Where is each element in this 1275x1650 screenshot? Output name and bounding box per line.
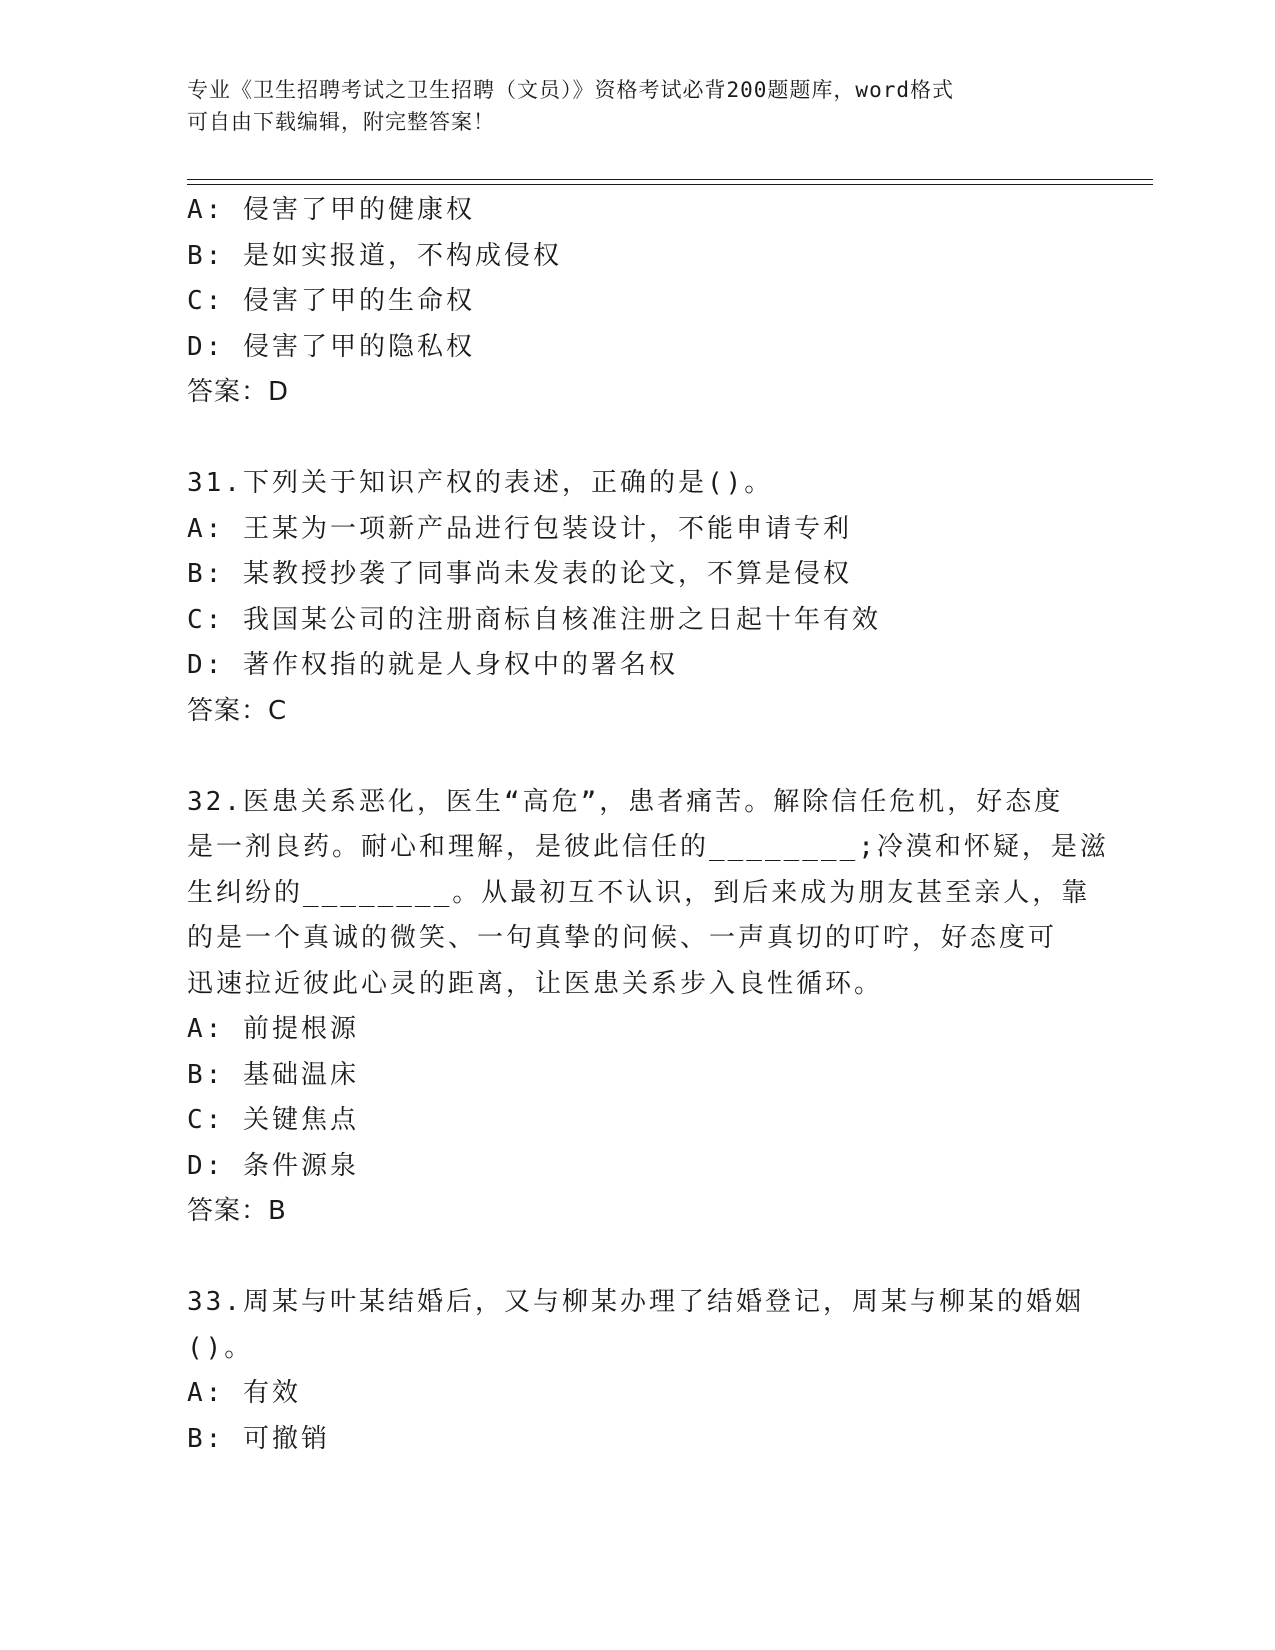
option-c: C: 我国某公司的注册商标自核准注册之日起十年有效 — [187, 604, 881, 635]
spacer — [187, 416, 1087, 462]
question-block-previous — [187, 188, 1087, 416]
question-stem: 33.周某与叶某结婚后，又与柳某办理了结婚登记，周某与柳某的婚姻 — [187, 1287, 1084, 1317]
header-line-1: 专业《卫生招聘考试之卫生招聘（文员）》资格考试必背200题题库，word格式 — [187, 78, 954, 102]
option-c: C: 关键焦点 — [187, 1105, 359, 1135]
option-c: C: 侵害了甲的生命权 — [187, 286, 475, 316]
option-b: B: 可撤销 — [187, 1423, 330, 1454]
question-block-32 — [187, 780, 1109, 1235]
question-block-31 — [187, 461, 1087, 734]
question-block-33 — [187, 1280, 1087, 1462]
option-d: D: 著作权指的就是人身权中的署名权 — [187, 650, 678, 680]
option-b: B: 是如实报道，不构成侵权 — [187, 240, 562, 271]
option-b: B: 基础温床 — [187, 1059, 359, 1090]
option-a: A: 有效 — [187, 1378, 301, 1408]
spacer — [187, 734, 1087, 780]
header-line-2: 可自由下载编辑，附完整答案！ — [187, 110, 495, 134]
question-stem: 生纠纷的________。从最初互不认识，到后来成为朋友甚至亲人，靠 — [187, 877, 1091, 908]
option-b: B: 某教授抄袭了同事尚未发表的论文，不算是侵权 — [187, 559, 852, 589]
option-a: A: 侵害了甲的健康权 — [187, 195, 475, 225]
question-stem: ()。 — [187, 1332, 254, 1363]
option-d: D: 条件源泉 — [187, 1150, 359, 1181]
question-stem: 32.医患关系恶化，医生“高危”，患者痛苦。解除信任危机，好态度 — [187, 786, 1064, 817]
spacer — [187, 1235, 1087, 1281]
question-stem: 的是一个真诚的微笑、一句真挚的问候、一声真切的叮咛，好态度可 — [187, 923, 1058, 953]
option-d: D: 侵害了甲的隐私权 — [187, 331, 475, 362]
answer-line: 答案：B — [187, 1196, 287, 1226]
option-a: A: 前提根源 — [187, 1014, 359, 1044]
header-rule-top — [187, 179, 1153, 180]
answer-line: 答案：C — [187, 695, 288, 726]
option-a: A: 王某为一项新产品进行包装设计，不能申请专利 — [187, 513, 852, 544]
answer-line: 答案：D — [187, 377, 290, 407]
document-header — [187, 74, 1067, 138]
question-list — [187, 188, 1109, 1462]
question-stem: 迅速拉近彼此心灵的距离，让医患关系步入良性循环。 — [187, 968, 884, 999]
question-stem: 31.下列关于知识产权的表述，正确的是()。 — [187, 468, 774, 498]
question-stem: 是一剂良药。耐心和理解，是彼此信任的________;冷漠和怀疑，是滋 — [187, 832, 1109, 862]
header-rule-bottom — [187, 184, 1153, 185]
